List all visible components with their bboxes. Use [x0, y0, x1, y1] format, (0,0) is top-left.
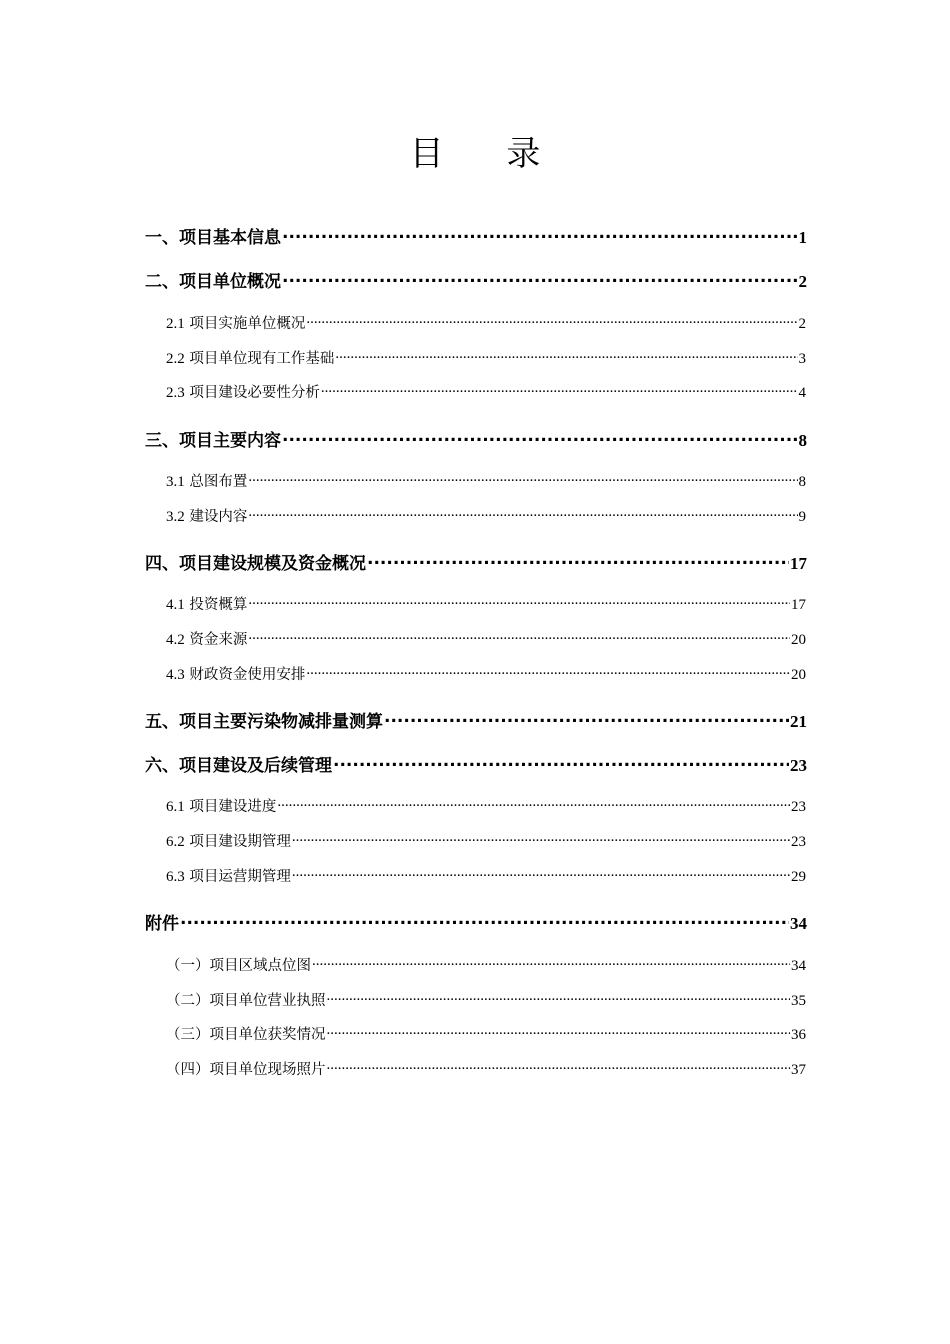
toc-page-number: 23: [791, 799, 806, 815]
toc-leader-dots: [333, 754, 789, 771]
toc-page-number: 36: [791, 1027, 806, 1043]
toc-leader-dots: [321, 382, 798, 397]
toc-entry-label: [166, 830, 291, 851]
toc-entry-number: 4.2: [166, 632, 185, 648]
toc-entry-label: [166, 593, 247, 614]
toc-leader-dots: [292, 831, 790, 846]
toc-leader-dots: [335, 348, 797, 363]
toc-page-number: 2: [798, 316, 806, 332]
toc-leader-dots: [384, 710, 789, 727]
toc-leader-dots: [248, 506, 797, 521]
toc-entry-label: 一、项目基本信息: [145, 228, 281, 248]
toc-entry-number: 6.1: [166, 799, 185, 815]
toc-page-number: 37: [791, 1062, 806, 1078]
toc-entry[interactable]: [145, 909, 807, 934]
toc-entry-text: 项目建设期管理: [189, 834, 291, 850]
toc-entry-label: [166, 470, 247, 491]
toc-page-number: 21: [790, 712, 807, 731]
toc-entry-label: [166, 865, 291, 886]
toc-entry[interactable]: [145, 426, 807, 451]
toc-entry[interactable]: [166, 830, 806, 851]
toc-entry-number: 3.1: [166, 474, 185, 490]
toc-page-number: 17: [791, 597, 806, 613]
toc-entry-label: （四）项目单位现场照片: [166, 1062, 326, 1078]
toc-entry-label: 三、项目主要内容: [145, 431, 281, 451]
toc-entry[interactable]: [145, 549, 807, 574]
toc-page-number: 4: [798, 385, 806, 401]
toc-leader-dots: [282, 429, 798, 446]
toc-entry[interactable]: [166, 347, 806, 368]
toc-entry-label: [166, 505, 247, 526]
toc-entry[interactable]: [145, 267, 807, 292]
toc-entry-number: 2.1: [166, 316, 185, 332]
toc-leader-dots: [248, 629, 790, 644]
toc-leader-dots: [306, 313, 797, 328]
toc-leader-dots: [282, 270, 798, 287]
toc-entry[interactable]: [145, 707, 807, 732]
page-title: 目 录: [409, 134, 567, 174]
toc-leader-dots: [312, 955, 790, 970]
toc-entry-number: 3.2: [166, 509, 185, 525]
toc-leader-dots: [327, 990, 791, 1005]
toc-page-number: 34: [791, 958, 806, 974]
toc-entry-text: 项目运营期管理: [189, 869, 291, 885]
toc-entry-label: 二、项目单位概况: [145, 272, 281, 292]
toc-page-number: 23: [790, 756, 807, 775]
toc-page-number: 8: [798, 474, 806, 490]
toc-entry[interactable]: [166, 505, 806, 526]
toc-entry-label: （三）项目单位获奖情况: [166, 1027, 326, 1043]
toc-entry-text: 投资概算: [189, 597, 248, 613]
toc-page-number: 23: [791, 834, 806, 850]
toc-page-number: 20: [791, 632, 806, 648]
toc-entry[interactable]: [166, 954, 806, 975]
toc-page-number: 29: [791, 869, 806, 885]
toc-entry-text: 项目单位现有工作基础: [189, 351, 335, 367]
toc-entry[interactable]: [166, 989, 806, 1010]
toc-entry-text: 项目实施单位概况: [189, 316, 306, 332]
toc-page-number: 2: [798, 272, 807, 291]
toc-entry-label: （一）项目区域点位图: [166, 958, 311, 974]
toc-leader-dots: [277, 796, 790, 811]
toc-entry-number: 4.3: [166, 667, 185, 683]
toc-entry-label: [166, 312, 305, 333]
toc-entry-text: 财政资金使用安排: [189, 667, 306, 683]
toc-entry[interactable]: [166, 865, 806, 886]
toc-entry-text: 资金来源: [189, 632, 248, 648]
toc-leader-dots: [327, 1059, 791, 1074]
toc-entry-label: [166, 663, 305, 684]
toc-entry-label: [166, 347, 334, 368]
toc-page-number: 17: [790, 554, 807, 573]
toc-page-number: 1: [798, 228, 807, 247]
toc-entry[interactable]: [166, 312, 806, 333]
toc-leader-dots: [327, 1024, 791, 1039]
toc-leader-dots: [367, 552, 789, 569]
toc-entry[interactable]: [145, 223, 807, 248]
toc-entry-label: 六、项目建设及后续管理: [145, 756, 332, 776]
toc-page-number: 9: [798, 509, 806, 525]
toc-entry-number: 2.3: [166, 385, 185, 401]
toc-leader-dots: [180, 912, 789, 929]
toc-entry-label: 五、项目主要污染物减排量测算: [145, 712, 383, 732]
toc-leader-dots: [306, 664, 790, 679]
toc-entry[interactable]: [166, 381, 806, 402]
toc-entry[interactable]: [166, 628, 806, 649]
toc-page-number: 3: [798, 351, 806, 367]
toc-entry-label: [166, 628, 247, 649]
toc-page-number: 34: [790, 914, 807, 933]
toc-page-number: 20: [791, 667, 806, 683]
toc-page-number: 8: [798, 431, 807, 450]
toc-entry-label: 附件: [145, 914, 179, 934]
toc-entry-label: [166, 795, 276, 816]
toc-entry-text: 项目建设进度: [189, 799, 277, 815]
toc-entry-label: 四、项目建设规模及资金概况: [145, 554, 366, 574]
toc-entry[interactable]: [166, 795, 806, 816]
toc-entry-label: [166, 381, 320, 402]
toc-entry[interactable]: [166, 663, 806, 684]
toc-leader-dots: [292, 866, 790, 881]
toc-entry-label: （二）项目单位营业执照: [166, 993, 326, 1009]
toc-entry[interactable]: [166, 1058, 806, 1079]
toc-entry[interactable]: [166, 470, 806, 491]
toc-entry[interactable]: [166, 1023, 806, 1044]
toc-page-number: 35: [791, 993, 806, 1009]
toc-entry[interactable]: [145, 751, 807, 776]
toc-entry-text: 项目建设必要性分析: [189, 385, 320, 401]
toc-leader-dots: [248, 471, 797, 486]
toc-entry-number: 4.1: [166, 597, 185, 613]
toc-entry-number: 6.3: [166, 869, 185, 885]
toc-entry-number: 2.2: [166, 351, 185, 367]
toc-leader-dots: [282, 226, 798, 243]
toc-entry-text: 总图布置: [189, 474, 248, 490]
toc-entry-text: 建设内容: [189, 509, 248, 525]
toc-leader-dots: [248, 594, 790, 609]
toc-entry-number: 6.2: [166, 834, 185, 850]
toc-entry[interactable]: [166, 593, 806, 614]
